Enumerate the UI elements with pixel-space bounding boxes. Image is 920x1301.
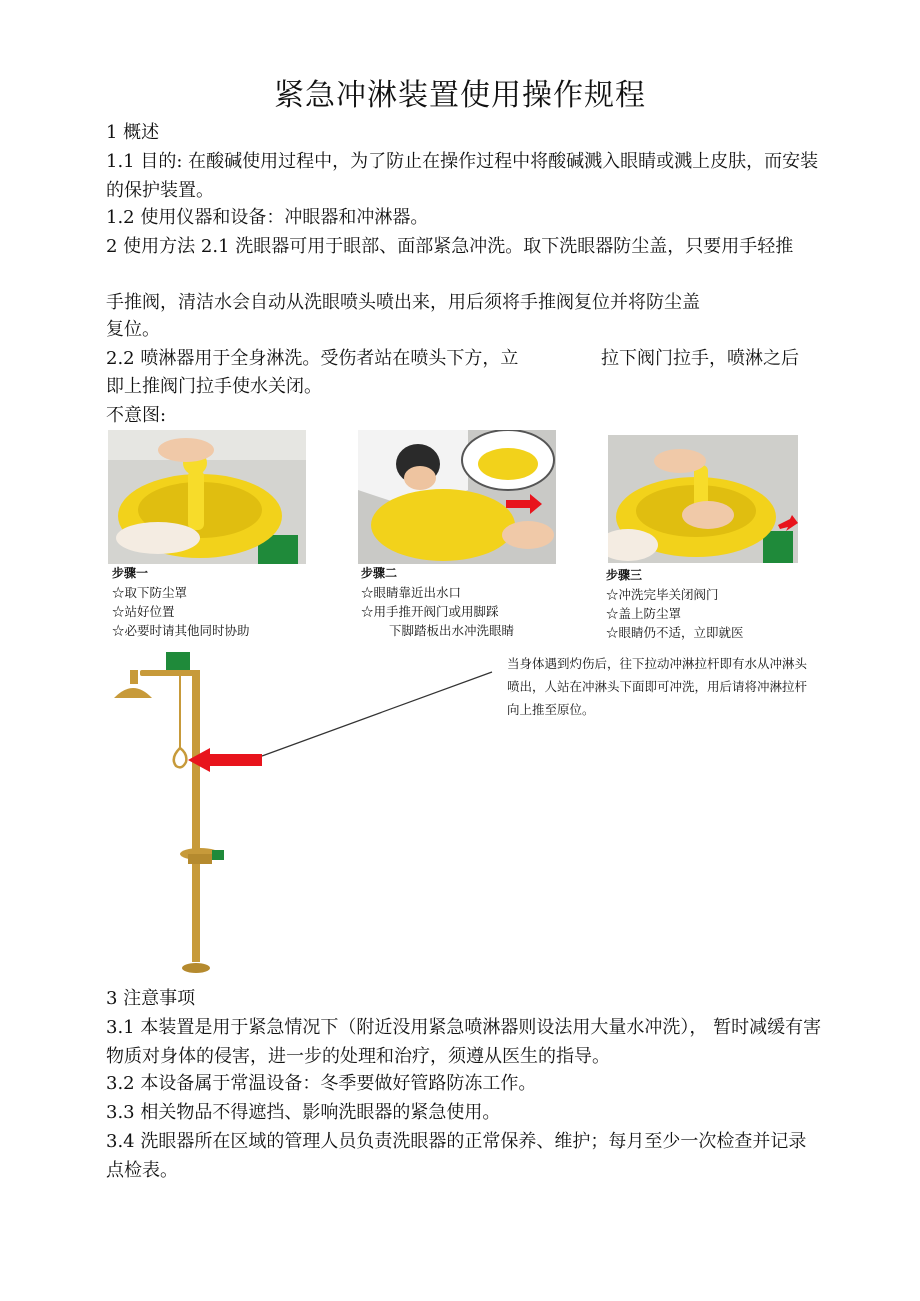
step-3-caption bbox=[606, 566, 744, 642]
step-1-heading: 步骤一 bbox=[112, 566, 149, 580]
section-2-line3: 复位。 bbox=[106, 319, 160, 340]
section-2-2-part-c: 即上推阀门拉手使水关闭。 bbox=[106, 376, 322, 397]
step-1-item: ☆取下防尘罩 bbox=[112, 585, 188, 600]
section-1-2: 1.2 使用仪器和设备：冲眼器和冲淋器。 bbox=[106, 207, 429, 228]
section-2-line1: 2 使用方法 2.1 洗眼器可用于眼部、面部紧急冲洗。取下洗眼器防尘盖，只要用手轻推 bbox=[106, 236, 794, 257]
section-3-heading: 3 注意事项 bbox=[106, 988, 196, 1009]
shower-head-icon bbox=[114, 688, 152, 698]
step-3-item: ☆盖上防尘罩 bbox=[606, 606, 682, 621]
section-2-2-part-b: 拉下阀门拉手，喷淋之后 bbox=[601, 348, 799, 369]
section-1-heading: 1 概述 bbox=[106, 122, 160, 143]
step-1-item: ☆站好位置 bbox=[112, 604, 175, 619]
step-2-item: ☆用手推开阀门或用脚踩 bbox=[361, 604, 499, 619]
section-3-1: 3.1 本装置是用于紧急情况下（附近没用紧急喷淋器则设法用大量水冲洗）， 暂时减缓有害物质对身体的侵害，进一步的处理和治疗，须遵从医生的指导。 bbox=[106, 1017, 822, 1067]
step-1-item: ☆必要时请其他同时协助 bbox=[112, 623, 250, 638]
step-2-item: ☆眼睛靠近出水口 bbox=[361, 585, 462, 600]
step-1-caption bbox=[112, 564, 250, 640]
step-2-item: 下脚踏板出水冲洗眼睛 bbox=[389, 623, 515, 638]
step-2-photo bbox=[358, 430, 556, 564]
section-3-4: 3.4 洗眼器所在区域的管理人员负责洗眼器的正常保养、维护；每月至少一次检查并记录点检表。 bbox=[106, 1131, 807, 1181]
section-3-3: 3.3 相关物品不得遮挡、影响洗眼器的紧急使用。 bbox=[106, 1102, 501, 1123]
step-3-photo bbox=[608, 435, 798, 563]
section-2-2-part-a: 2.2 喷淋器用于全身淋洗。受伤者站在喷头下方，立 bbox=[106, 348, 519, 369]
shower-usage-note: 当身体遇到灼伤后，往下拉动冲淋拉杆即有水从冲淋头喷出，人站在冲淋头下面即可冲洗，用后请将冲淋拉杆向上推至原位。 bbox=[507, 656, 808, 717]
step-3-item: ☆冲洗完毕关闭阀门 bbox=[606, 587, 719, 602]
step-2-caption bbox=[361, 564, 514, 640]
section-2-line2: 手推阀，清洁水会自动从洗眼喷头喷出来，用后须将手推阀复位并将防尘盖 bbox=[106, 292, 700, 313]
section-3-2: 3.2 本设备属于常温设备：冬季要做好管路防冻工作。 bbox=[106, 1073, 537, 1094]
step-2-heading: 步骤二 bbox=[361, 566, 398, 580]
step-3-heading: 步骤三 bbox=[606, 568, 643, 582]
step-3-item: ☆眼睛仍不适，立即就医 bbox=[606, 625, 744, 640]
emergency-shower-illustration bbox=[100, 640, 500, 980]
pull-handle-icon bbox=[174, 748, 187, 767]
document-title: 紧急冲淋装置使用操作规程 bbox=[274, 78, 646, 113]
step-1-photo bbox=[108, 430, 306, 564]
diagram-label: 不意图: bbox=[106, 405, 167, 426]
callout-leader-line bbox=[262, 672, 492, 756]
section-1-1: 1.1 目的: 在酸碱使用过程中，为了防止在操作过程中将酸碱溅入眼睛或溅上皮肤，而安装的保护装置。 bbox=[106, 151, 819, 201]
